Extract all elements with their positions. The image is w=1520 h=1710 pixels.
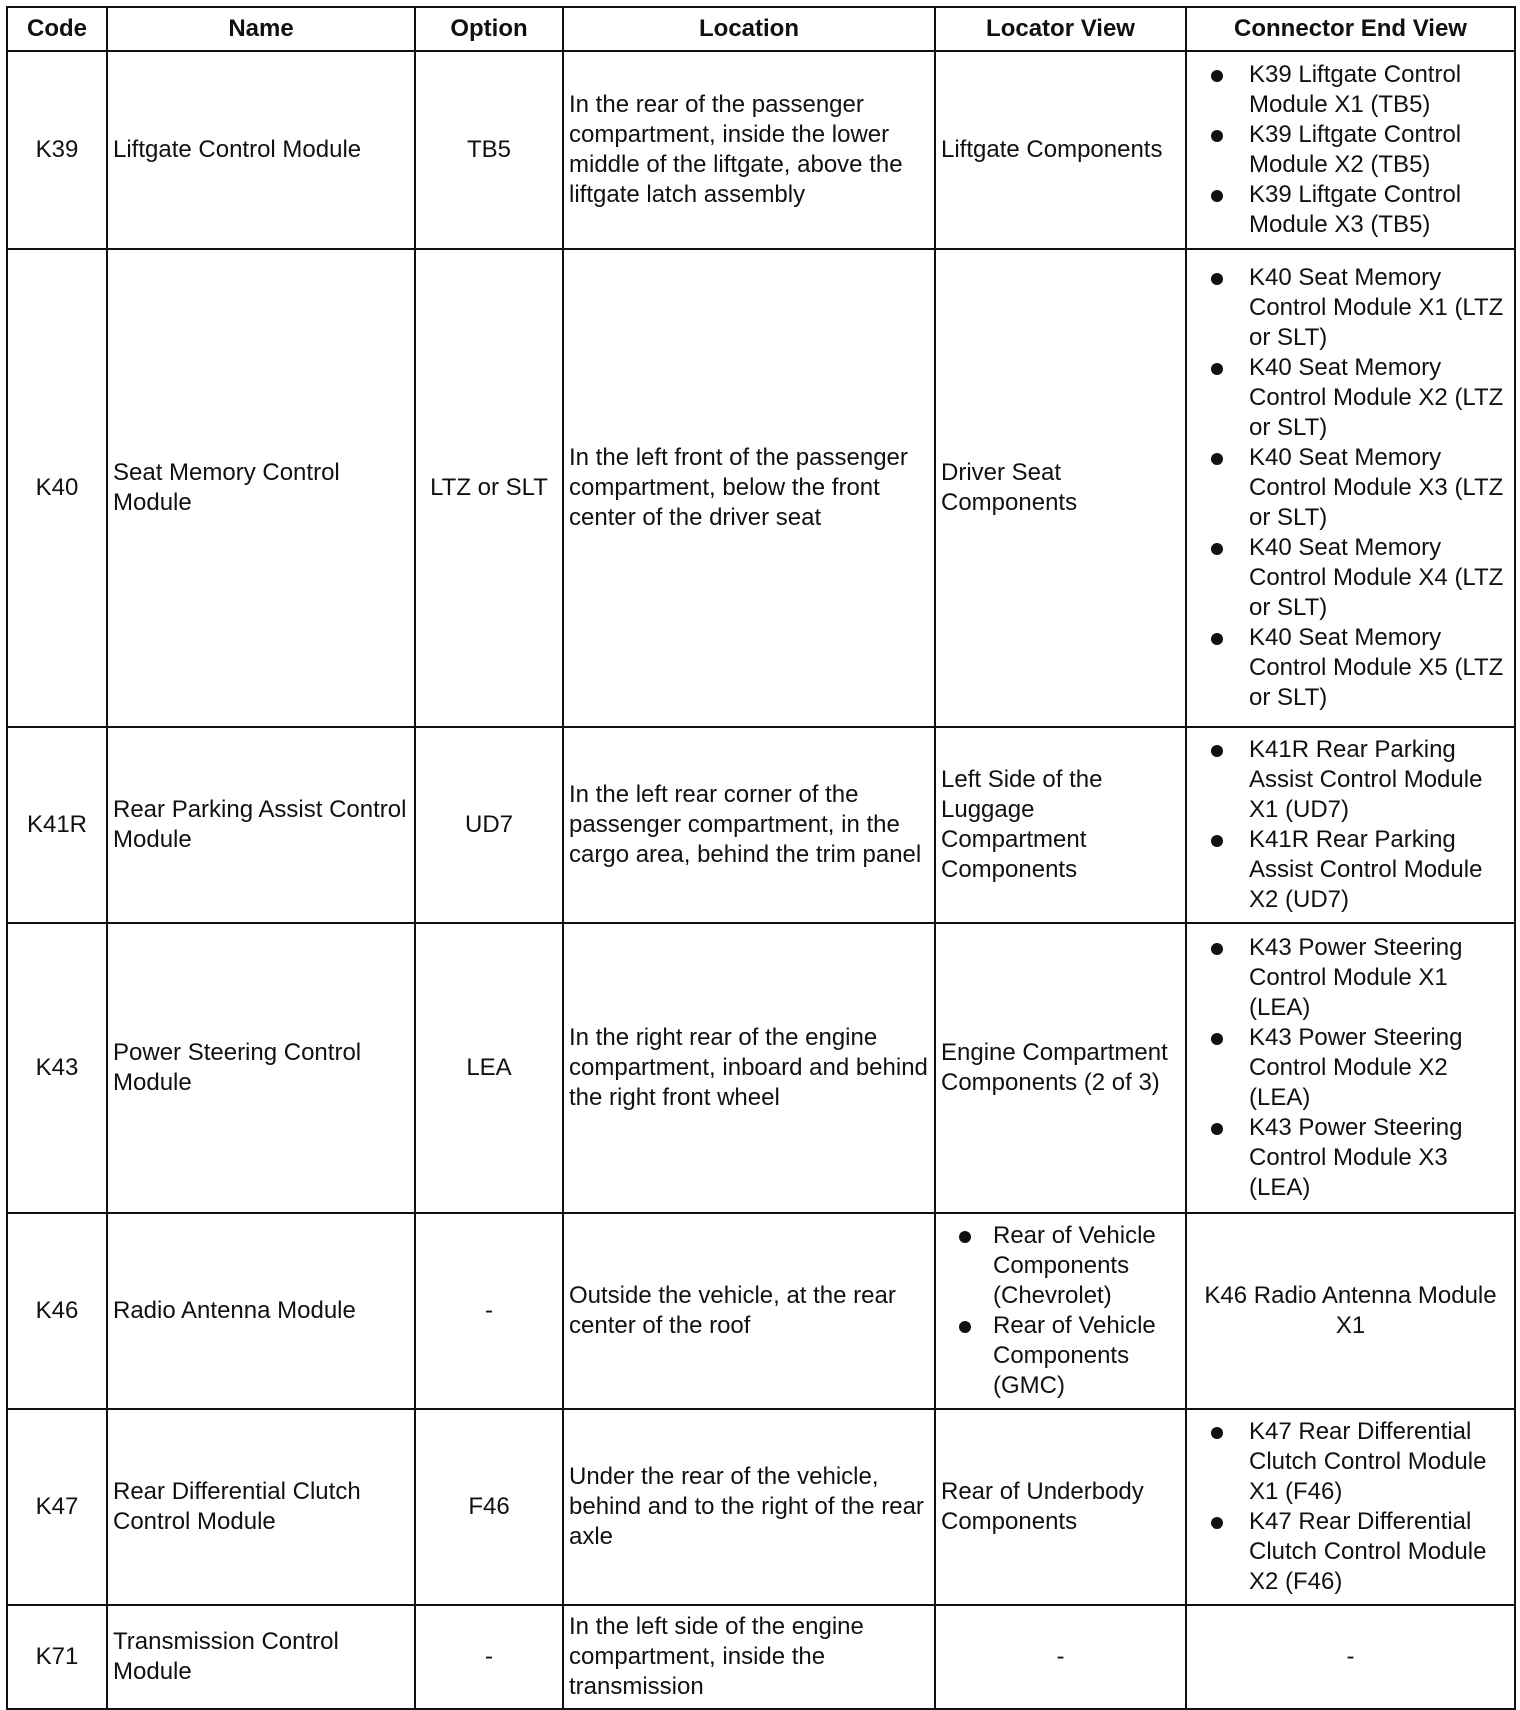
header-location: Location — [563, 7, 935, 51]
locator-list — [941, 1221, 1180, 1401]
location-cell: In the right rear of the engine compartment, inboard and behind the right front wheel — [563, 923, 935, 1213]
name-cell: Rear Parking Assist Control Module — [107, 727, 415, 923]
option-cell: UD7 — [415, 727, 563, 923]
list-item: K47 Rear Differential Clutch Control Module X2 (F46) — [1207, 1507, 1509, 1597]
connector-end-view-cell: K46 Radio Antenna Module X1 — [1186, 1213, 1515, 1409]
option-cell: F46 — [415, 1409, 563, 1605]
header-locator-view: Locator View — [935, 7, 1186, 51]
locator-view-cell — [935, 1213, 1186, 1409]
list-item: K43 Power Steering Control Module X1 (LEA) — [1207, 933, 1509, 1023]
header-row — [7, 7, 1515, 51]
list-item: K47 Rear Differential Clutch Control Module X1 (F46) — [1207, 1417, 1509, 1507]
list-item: K41R Rear Parking Assist Control Module X2 (UD7) — [1207, 825, 1509, 915]
connector-table — [6, 6, 1516, 1710]
table-row — [7, 249, 1515, 727]
option-cell: LTZ or SLT — [415, 249, 563, 727]
location-cell: Outside the vehicle, at the rear center of the roof — [563, 1213, 935, 1409]
locator-view-cell: Driver Seat Components — [935, 249, 1186, 727]
code-cell: K41R — [7, 727, 107, 923]
name-cell: Transmission Control Module — [107, 1605, 415, 1709]
list-item: K39 Liftgate Control Module X3 (TB5) — [1207, 180, 1509, 240]
code-cell: K43 — [7, 923, 107, 1213]
option-cell: - — [415, 1213, 563, 1409]
location-cell: In the left front of the passenger compartment, below the front center of the driver seat — [563, 249, 935, 727]
connector-list — [1192, 263, 1509, 713]
table-row — [7, 923, 1515, 1213]
header-name: Name — [107, 7, 415, 51]
list-item: K43 Power Steering Control Module X3 (LEA) — [1207, 1113, 1509, 1203]
connector-list — [1192, 933, 1509, 1203]
location-cell: In the rear of the passenger compartment, inside the lower middle of the liftgate, above the liftgate latch assembly — [563, 51, 935, 249]
table-row — [7, 1409, 1515, 1605]
locator-view-cell: Engine Compartment Components (2 of 3) — [935, 923, 1186, 1213]
location-cell: In the left side of the engine compartment, inside the transmission — [563, 1605, 935, 1709]
code-cell: K39 — [7, 51, 107, 249]
header-option: Option — [415, 7, 563, 51]
header-connector-end-view: Connector End View — [1186, 7, 1515, 51]
table-row — [7, 51, 1515, 249]
name-cell: Power Steering Control Module — [107, 923, 415, 1213]
connector-list — [1192, 735, 1509, 915]
connector-list — [1192, 60, 1509, 240]
option-cell: TB5 — [415, 51, 563, 249]
table-row — [7, 1605, 1515, 1709]
locator-view-cell: Rear of Underbody Components — [935, 1409, 1186, 1605]
locator-view-cell: Left Side of the Luggage Compartment Components — [935, 727, 1186, 923]
connector-end-view-cell — [1186, 1409, 1515, 1605]
locator-view-cell: Liftgate Components — [935, 51, 1186, 249]
code-cell: K40 — [7, 249, 107, 727]
option-cell: - — [415, 1605, 563, 1709]
connector-end-view-cell — [1186, 51, 1515, 249]
list-item: K39 Liftgate Control Module X2 (TB5) — [1207, 120, 1509, 180]
list-item: K40 Seat Memory Control Module X5 (LTZ or SLT) — [1207, 623, 1509, 713]
connector-end-view-cell — [1186, 249, 1515, 727]
header-code: Code — [7, 7, 107, 51]
name-cell: Liftgate Control Module — [107, 51, 415, 249]
option-cell: LEA — [415, 923, 563, 1213]
list-item: K40 Seat Memory Control Module X2 (LTZ or SLT) — [1207, 353, 1509, 443]
name-cell: Radio Antenna Module — [107, 1213, 415, 1409]
connector-end-view-cell — [1186, 727, 1515, 923]
connector-list — [1192, 1417, 1509, 1597]
list-item: K41R Rear Parking Assist Control Module X1 (UD7) — [1207, 735, 1509, 825]
list-item: K40 Seat Memory Control Module X3 (LTZ or SLT) — [1207, 443, 1509, 533]
list-item: Rear of Vehicle Components (Chevrolet) — [955, 1221, 1180, 1311]
name-cell: Seat Memory Control Module — [107, 249, 415, 727]
list-item: K43 Power Steering Control Module X2 (LEA) — [1207, 1023, 1509, 1113]
connector-end-view-cell — [1186, 923, 1515, 1213]
list-item: K40 Seat Memory Control Module X4 (LTZ or SLT) — [1207, 533, 1509, 623]
table-row — [7, 1213, 1515, 1409]
code-cell: K71 — [7, 1605, 107, 1709]
table-row — [7, 727, 1515, 923]
list-item: Rear of Vehicle Components (GMC) — [955, 1311, 1180, 1401]
locator-view-cell: - — [935, 1605, 1186, 1709]
location-cell: In the left rear corner of the passenger compartment, in the cargo area, behind the trim panel — [563, 727, 935, 923]
code-cell: K47 — [7, 1409, 107, 1605]
list-item: K40 Seat Memory Control Module X1 (LTZ or SLT) — [1207, 263, 1509, 353]
connector-end-view-cell: - — [1186, 1605, 1515, 1709]
name-cell: Rear Differential Clutch Control Module — [107, 1409, 415, 1605]
location-cell: Under the rear of the vehicle, behind and to the right of the rear axle — [563, 1409, 935, 1605]
list-item: K39 Liftgate Control Module X1 (TB5) — [1207, 60, 1509, 120]
code-cell: K46 — [7, 1213, 107, 1409]
